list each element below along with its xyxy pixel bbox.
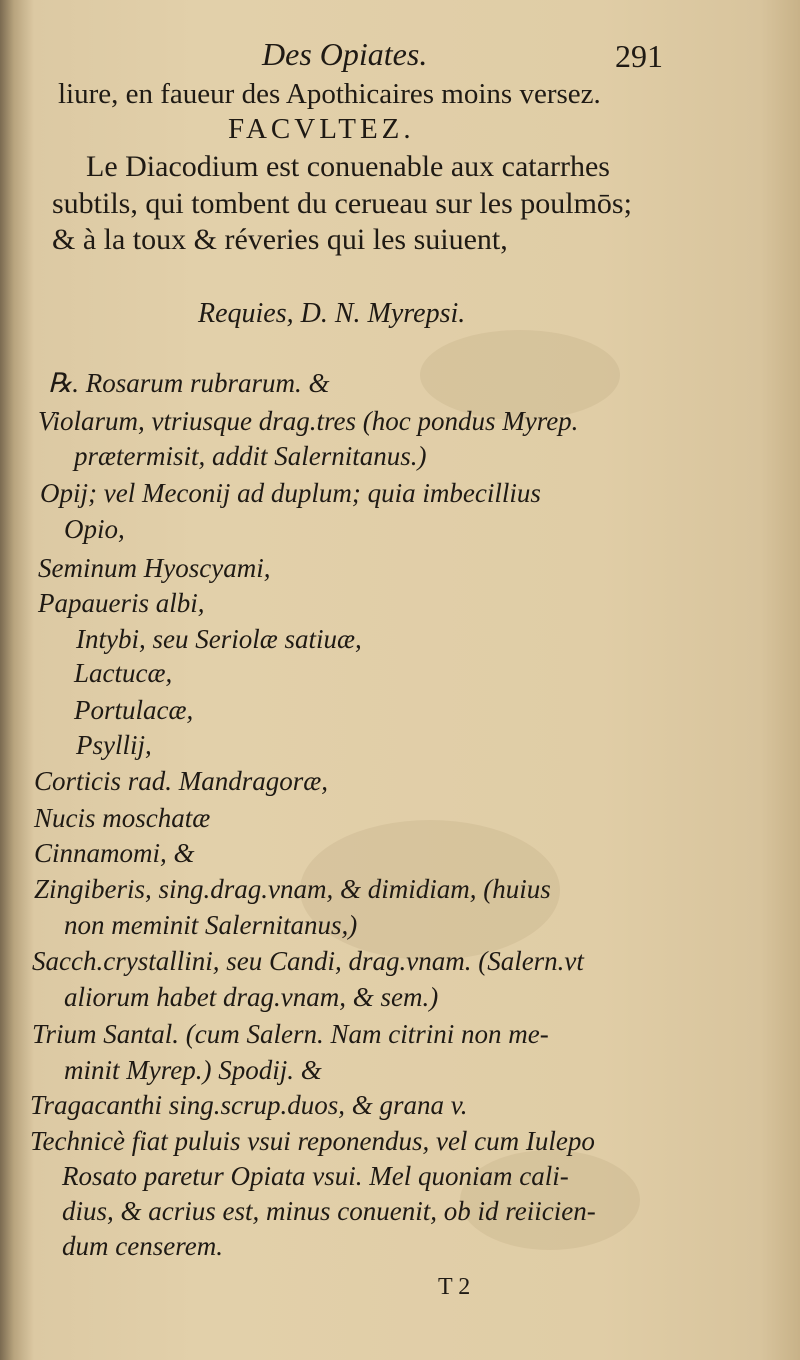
recipe-line: Portulacæ, <box>74 695 194 725</box>
recipe-line: Intybi, seu Seriolæ satiuæ, <box>76 624 362 654</box>
recipe-line: Psyllij, <box>76 730 152 760</box>
recipe-line: Zingiberis, sing.drag.vnam, & dimidiam, (huius <box>34 874 551 904</box>
recipe-line: Violarum, vtriusque drag.tres (hoc pondus Myrep. <box>38 406 579 436</box>
recipe-line: Technicè fiat puluis vsui reponendus, vel cum Iulepo <box>30 1126 595 1156</box>
signature-mark: T 2 <box>438 1274 471 1300</box>
recipe-line: prætermisit, addit Salernitanus.) <box>74 441 427 471</box>
recipe-line: Opio, <box>64 514 125 544</box>
recipe-line: Papaueris albi, <box>38 588 205 618</box>
intro-line: liure, en faueur des Apothicaires moins versez. <box>58 78 601 110</box>
running-title: Des Opiates. <box>262 36 428 72</box>
recipe-line: Nucis moschatæ <box>34 803 211 833</box>
page-number: 291 <box>615 38 663 74</box>
recipe-line: minit Myrep.) Spodij. & <box>64 1055 322 1085</box>
recipe-line: Corticis rad. Mandragoræ, <box>34 766 329 796</box>
recipe-line: Sacch.crystallini, seu Candi, drag.vnam. (Salern.vt <box>32 946 584 976</box>
recipe-line: dum censerem. <box>62 1231 223 1261</box>
recipe-line: Tragacanthi sing.scrup.duos, & grana v. <box>30 1090 468 1120</box>
facultez-line-2: subtils, qui tombent du cerueau sur les poulmōs; <box>52 187 632 220</box>
recipe-line: dius, & acrius est, minus conuenit, ob id reiicien- <box>62 1196 596 1226</box>
recipe-line: aliorum habet drag.vnam, & sem.) <box>64 982 439 1012</box>
recipe-line: non meminit Salernitanus,) <box>64 910 358 940</box>
recipe-line: Opij; vel Meconij ad duplum; quia imbecillius <box>40 478 541 508</box>
recipe-line: ℞. Rosarum rubrarum. & <box>48 368 330 398</box>
recipe-line: Trium Santal. (cum Salern. Nam citrini non me- <box>32 1019 549 1049</box>
recipe-line: Rosato paretur Opiata vsui. Mel quoniam cali- <box>62 1161 569 1191</box>
facultez-line-3: & à la toux & réveries qui les suiuent, <box>52 223 508 256</box>
recipe-line: Lactucæ, <box>74 658 173 688</box>
facultez-line-1: Le Diacodium est conuenable aux catarrhes <box>86 150 610 183</box>
recipe-line: Cinnamomi, & <box>34 838 195 868</box>
section-heading: FACVLTEZ. <box>228 113 415 145</box>
recipe-line: Seminum Hyoscyami, <box>38 553 271 583</box>
recipe-title: Requies, D. N. Myrepsi. <box>198 298 466 329</box>
